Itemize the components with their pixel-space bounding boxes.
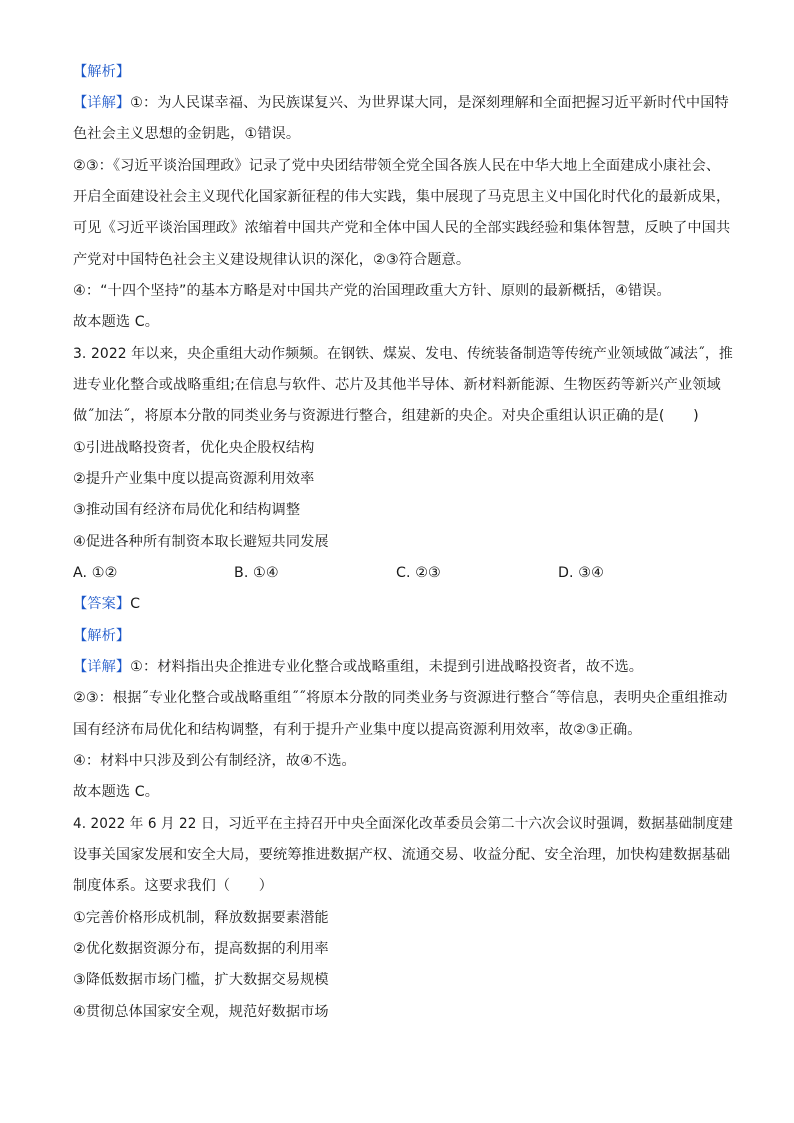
answer-value: C: [130, 596, 141, 612]
q4-statement: ③降低数据市场门槛，扩大数据交易规模: [73, 972, 329, 988]
q3-conclusion-line: 故本题选 C。: [73, 784, 160, 800]
q4-stem-line: 设事关国家发展和安全大局，要统筹推进数据产权、流通交易、收益分配、安全治理，加快构建数据基础: [73, 847, 731, 863]
q3-explanation-line: [73, 657, 643, 677]
q3-stem-line: 进专业化整合或战略重组;在信息与软件、芯片及其他半导体、新材料新能源、生物医药等新兴产业领域: [73, 377, 721, 393]
q4-stem-line: 4. 2022 年 6 月 22 日，习近平在主持召开中央全面深化改革委员会第二十六次会议时强调，数据基础制度建: [73, 816, 734, 832]
q3-answer-line: [73, 594, 140, 614]
q3-explanation-line: ④：材料中只涉及到公有制经济，故④不选。: [73, 753, 356, 769]
q3-option-b: B. ①④: [234, 565, 279, 581]
detail-text: ①：为人民谋幸福、为民族谋复兴、为世界谋大同，是深刻理解和全面把握习近平新时代中国特: [130, 95, 729, 111]
detail-line: 产党对中国特色社会主义建设规律认识的深化，②③符合题意。: [73, 252, 471, 268]
answer-tag: 【答案】: [73, 596, 131, 612]
q4-stem-line: 制度体系。这要求我们（ ）: [73, 878, 274, 894]
q3-analysis-heading: [73, 626, 130, 646]
detail-line: 色社会主义思想的金钥匙，①错误。: [73, 126, 301, 142]
analysis-tag: 【解析】: [73, 628, 131, 644]
q3-statement: ④促进各种所有制资本取长避短共同发展: [73, 534, 329, 550]
q3-stem-line: 3. 2022 年以来，央企重组大动作频频。在钢铁、煤炭、发电、传统装备制造等传统产业领域做˝减法˝，推: [73, 346, 733, 362]
detail-line: 可见《习近平谈治国理政》浓缩着中国共产党和全体中国人民的全部实践经验和集体智慧，反映了中国共: [73, 220, 731, 236]
q3-stem-line: 做˝加法˝，将原本分散的同类业务与资源进行整合，组建新的央企。对央企重组认识正确的是( ): [73, 408, 699, 424]
q3-explanation-line: ②③：根据˝专业化整合或战略重组˝˝将原本分散的同类业务与资源进行整合˝等信息，表明央企重组推动: [73, 690, 728, 706]
detail-line: [73, 93, 729, 113]
q3-option-a: A. ①②: [73, 565, 118, 581]
q4-statement: ②优化数据资源分布，提高数据的利用率: [73, 941, 329, 957]
detail-tag: 【详解】: [73, 95, 131, 111]
detail-line: 开启全面建设社会主义现代化国家新征程的伟大实践，集中展现了马克思主义中国化时代化的最新成果，: [73, 189, 731, 205]
detail-tag: 【详解】: [73, 659, 131, 675]
q3-statement: ②提升产业集中度以提高资源利用效率: [73, 471, 315, 487]
conclusion-line: 故本题选 C。: [73, 314, 160, 330]
q3-statement: ③推动国有经济布局优化和结构调整: [73, 502, 301, 518]
detail-line: ④：“十四个坚持”的基本方略是对中国共产党的治国理政重大方针、原则的最新概括，④错误。: [73, 283, 671, 299]
q4-statement: ④贯彻总体国家安全观，规范好数据市场: [73, 1004, 329, 1020]
analysis-tag: 【解析】: [73, 64, 131, 80]
q4-statement: ①完善价格形成机制，释放数据要素潜能: [73, 910, 329, 926]
analysis-heading: [73, 62, 130, 82]
q3-explanation-line: 国有经济布局优化和结构调整，有利于提升产业集中度以提高资源利用效率，故②③正确。: [73, 722, 642, 738]
q3-option-c: C. ②③: [396, 565, 441, 581]
detail-line: ②③：《习近平谈治国理政》记录了党中央团结带领全党全国各族人民在中华大地上全面建成小康社会、: [73, 158, 721, 174]
q3-statement: ①引进战略投资者，优化央企股权结构: [73, 440, 315, 456]
q3-option-d: D. ③④: [558, 565, 604, 581]
detail-text: ①：材料指出央企推进专业化整合或战略重组，未提到引进战略投资者，故不选。: [130, 659, 644, 675]
